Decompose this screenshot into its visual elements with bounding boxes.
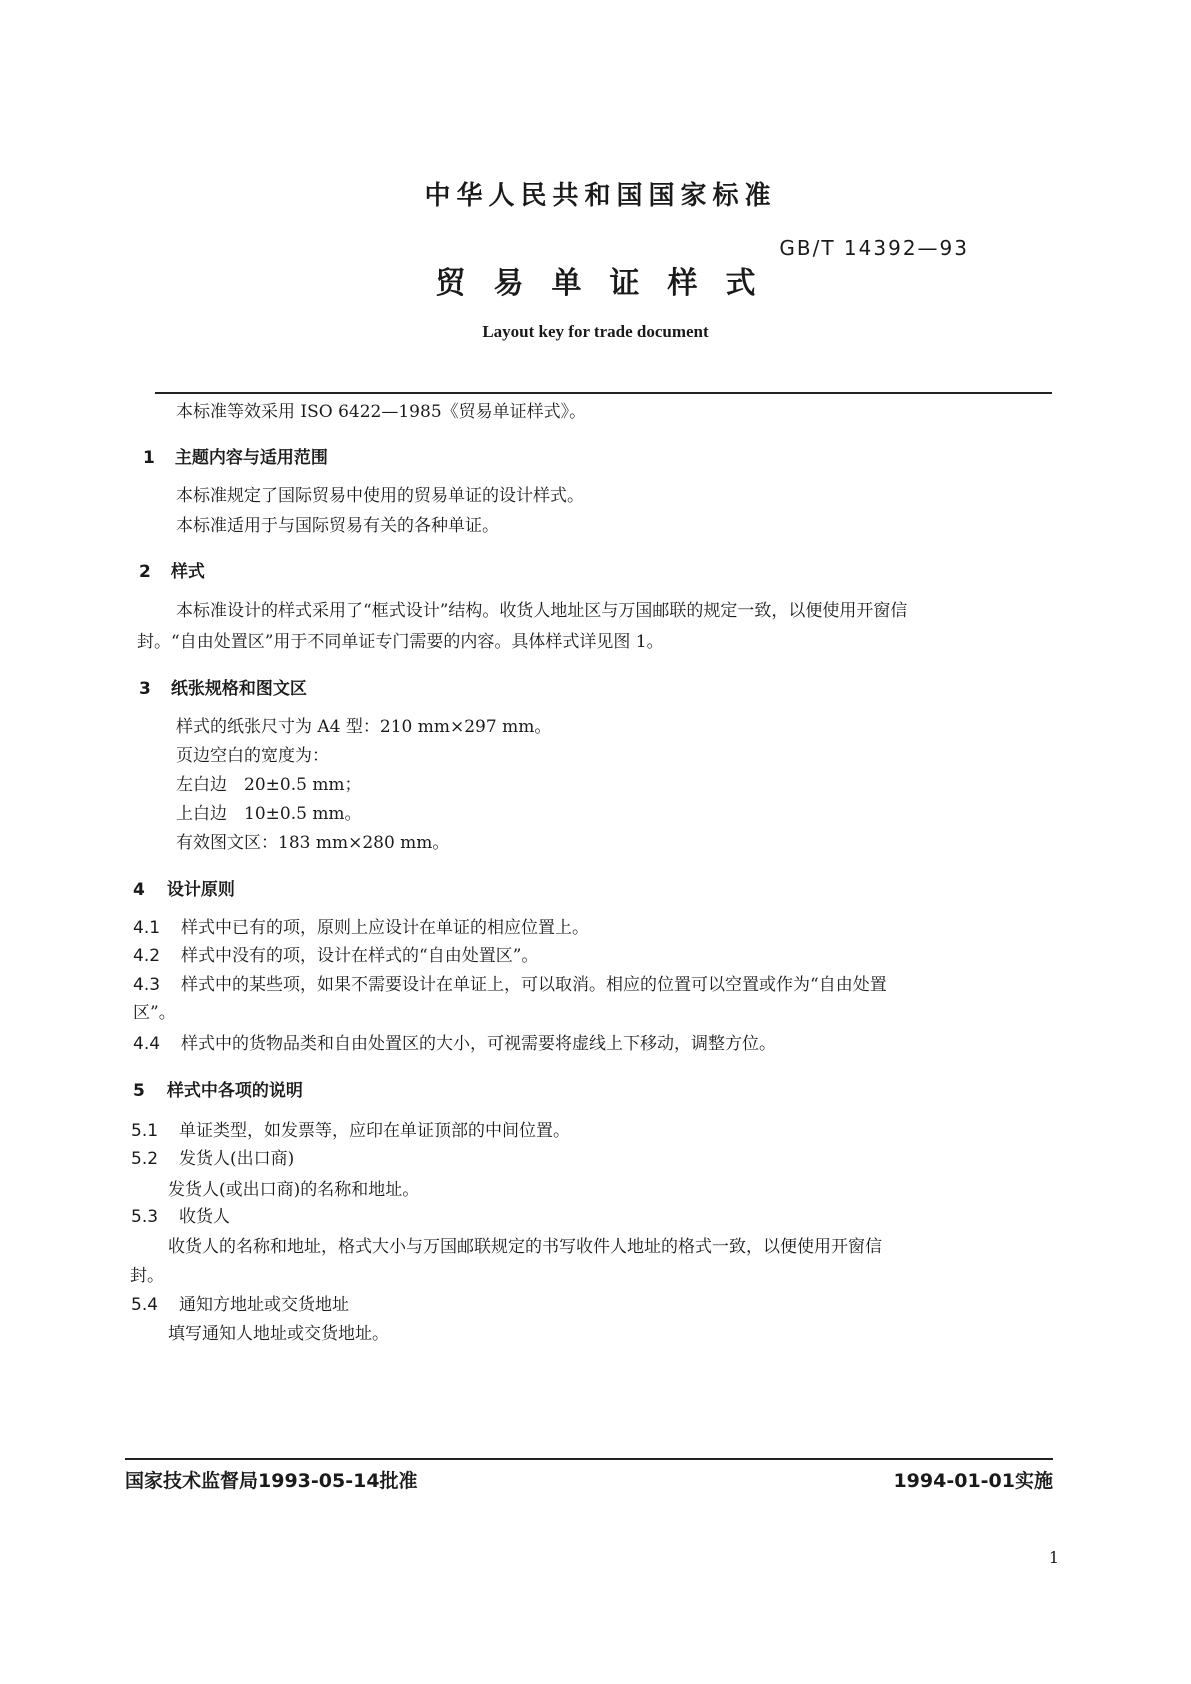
clause-5-2-description: 发货人(或出口商)的名称和地址。 xyxy=(168,1180,420,1200)
document-title-en: Layout key for trade document xyxy=(482,322,709,341)
section-1-number: 1 xyxy=(143,448,155,468)
clause-4-2 xyxy=(133,946,538,966)
section-5-heading xyxy=(133,1076,303,1101)
document-title-cn: 贸易单证样式 xyxy=(435,266,784,301)
clause-4-2-text: 样式中没有的项，设计在样式的“自由处置区”。 xyxy=(181,946,539,966)
section-1-p1: 本标准规定了国际贸易中使用的贸易单证的设计样式。 xyxy=(176,486,584,506)
section-3-heading xyxy=(139,674,307,699)
standard-type: 中华人民共和国国家标准 xyxy=(424,181,777,211)
clause-5-3-text: 收货人 xyxy=(179,1207,230,1227)
clause-5-3 xyxy=(131,1207,230,1227)
clause-5-4-number: 5.4 xyxy=(131,1295,159,1315)
clause-5-2-text: 发货人(出口商) xyxy=(179,1149,295,1169)
clause-5-4-description: 填写通知人地址或交货地址。 xyxy=(168,1324,389,1344)
approval-line: 国家技术监督局1993-05-14批准 xyxy=(125,1470,418,1492)
intro-paragraph: 本标准等效采用 ISO 6422—1985《贸易单证样式》。 xyxy=(176,402,587,422)
section-1-heading xyxy=(143,443,328,468)
clause-4-1-text: 样式中已有的项，原则上应设计在单证的相应位置上。 xyxy=(181,918,589,938)
clause-5-3-description-continuation: 封。 xyxy=(130,1266,164,1286)
clause-4-3 xyxy=(133,975,887,995)
clause-4-4-number: 4.4 xyxy=(133,1034,161,1054)
header-divider xyxy=(155,392,1052,394)
section-2-number: 2 xyxy=(139,562,151,582)
implementation-line: 1994-01-01实施 xyxy=(893,1470,1053,1492)
section-2-line1: 本标准设计的样式采用了“框式设计”结构。收货人地址区与万国邮联的规定一致，以便使用开窗信 xyxy=(176,601,908,621)
standard-number: GB/T 14392—93 xyxy=(779,236,969,260)
clause-4-1-number: 4.1 xyxy=(133,918,161,938)
clause-4-1 xyxy=(133,918,589,938)
section-4-title: 设计原则 xyxy=(166,880,235,900)
clause-5-2 xyxy=(131,1149,294,1169)
clause-5-4 xyxy=(131,1295,349,1315)
section-4-number: 4 xyxy=(133,880,145,900)
clause-4-3-number: 4.3 xyxy=(133,975,161,995)
clause-5-1 xyxy=(131,1121,570,1141)
section-3-number: 3 xyxy=(139,679,151,699)
section-3-paper-size: 样式的纸张尺寸为 A4 型：210 mm×297 mm。 xyxy=(176,717,552,737)
clause-5-2-number: 5.2 xyxy=(131,1149,159,1169)
clause-5-1-text: 单证类型，如发票等，应印在单证顶部的中间位置。 xyxy=(179,1121,570,1141)
clause-4-4 xyxy=(133,1034,776,1054)
clause-5-1-number: 5.1 xyxy=(131,1121,159,1141)
section-3-left-margin: 左白边 20±0.5 mm； xyxy=(176,775,362,795)
clause-5-3-number: 5.3 xyxy=(131,1207,159,1227)
section-1-p2: 本标准适用于与国际贸易有关的各种单证。 xyxy=(176,516,499,536)
section-3-margin-label: 页边空白的宽度为： xyxy=(176,746,329,766)
page-number: 1 xyxy=(1048,1548,1059,1567)
footer-divider xyxy=(125,1458,1053,1460)
section-5-number: 5 xyxy=(133,1081,145,1101)
clause-4-3-continuation: 区”。 xyxy=(133,1003,176,1023)
section-3-top-margin: 上白边 10±0.5 mm。 xyxy=(176,804,362,824)
clause-4-2-number: 4.2 xyxy=(133,946,161,966)
section-3-title: 纸张规格和图文区 xyxy=(170,679,307,699)
clause-4-4-text: 样式中的货物品类和自由处置区的大小，可视需要将虚线上下移动，调整方位。 xyxy=(181,1034,776,1054)
clause-4-3-text: 样式中的某些项，如果不需要设计在单证上，可以取消。相应的位置可以空置或作为“自由处置 xyxy=(181,975,887,995)
clause-5-3-description: 收货人的名称和地址，格式大小与万国邮联规定的书写收件人地址的格式一致，以便使用开窗信 xyxy=(168,1237,882,1257)
section-2-title: 样式 xyxy=(170,562,205,582)
section-3-print-area: 有效图文区：183 mm×280 mm。 xyxy=(176,833,450,853)
section-5-title: 样式中各项的说明 xyxy=(166,1081,303,1101)
section-2-heading xyxy=(139,557,205,582)
clause-5-4-text: 通知方地址或交货地址 xyxy=(179,1295,349,1315)
section-1-title: 主题内容与适用范围 xyxy=(174,448,328,468)
section-2-line2: 封。“自由处置区”用于不同单证专门需要的内容。具体样式详见图 1。 xyxy=(137,632,664,652)
section-4-heading xyxy=(133,875,235,900)
